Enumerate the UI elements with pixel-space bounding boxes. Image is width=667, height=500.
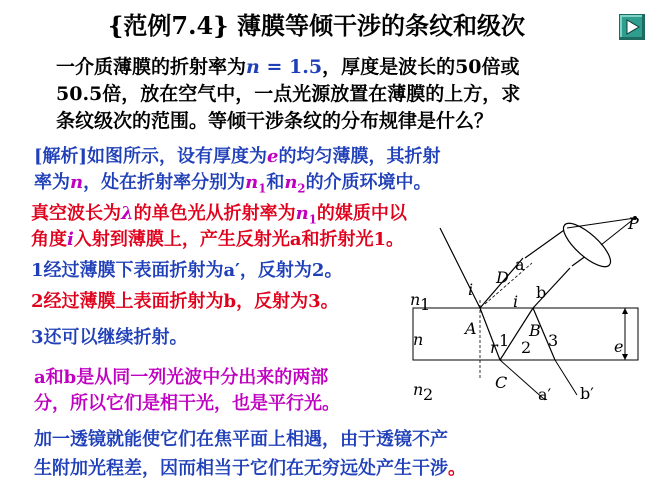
- text-run: 入射到薄膜上，产生反射光a和折射光1。: [73, 229, 405, 250]
- text-run: 加一透镜就能使它们在焦平面上相遇，由于透镜不产: [34, 429, 448, 450]
- problem-line: [56, 58, 520, 77]
- label-c-point: C: [495, 373, 508, 392]
- label-b-point: B: [529, 321, 541, 340]
- analysis-line: [34, 369, 328, 387]
- text-run: 和: [266, 172, 285, 193]
- text-run: 生附加光程差，因而相当于它们在无穷远处产生干涉: [34, 458, 448, 479]
- play-next-icon: [620, 15, 644, 39]
- label-i-top: i: [468, 280, 474, 299]
- text-run: 的单色光从折射率为: [133, 203, 296, 224]
- text-run: 1: [258, 181, 267, 196]
- analysis-line: [34, 395, 340, 413]
- analysis-line: [34, 460, 466, 478]
- text-run: 2经过薄膜上表面折射为b，反射为3。: [31, 291, 339, 312]
- text-run: n: [284, 172, 298, 193]
- label-n2: n: [413, 380, 424, 399]
- label-p: P: [628, 214, 639, 233]
- analysis-line: [34, 174, 432, 195]
- label-b-prime: b′: [580, 384, 594, 403]
- text-run: 的介质环境中。: [305, 172, 432, 193]
- text-run: λ: [121, 203, 134, 224]
- next-slide-button[interactable]: [619, 14, 645, 40]
- label-ray-3: 3: [548, 331, 559, 350]
- text-run: 角度: [31, 229, 67, 250]
- analysis-line: [31, 205, 407, 226]
- label-n2-subscript: 2: [423, 385, 434, 404]
- text-run: i: [67, 229, 74, 250]
- text-run: a和b是从同一列光波中分出来的两部: [34, 367, 329, 388]
- label-n: n: [413, 330, 424, 349]
- problem-line: [56, 85, 520, 104]
- text-run: n: [70, 172, 84, 193]
- analysis-line: [31, 262, 342, 280]
- problem-line: [56, 112, 493, 131]
- text-run: 的均匀薄膜，其折射: [278, 146, 441, 167]
- text-run: 50.5倍，放在空气中，一点光源放置在薄膜的上方，求: [56, 83, 521, 105]
- text-run: 2: [297, 181, 306, 196]
- text-run: 一介质薄膜的折射率为: [56, 56, 247, 78]
- ray-a-to-lens: [525, 228, 567, 258]
- label-r: r: [490, 338, 498, 357]
- text-run: ，厚度是波长的50倍或: [322, 56, 520, 78]
- label-a: a: [515, 255, 525, 274]
- label-b: b: [536, 283, 547, 302]
- text-run: 。: [448, 458, 466, 479]
- analysis-line: [31, 293, 339, 311]
- thin-film-diagram: [405, 200, 667, 410]
- analysis-line: [34, 431, 448, 449]
- text-run: ，处在折射率分别为: [83, 172, 246, 193]
- slide-title: {范例7.4} 薄膜等倾干涉的条纹和级次: [108, 11, 525, 40]
- text-run: 3还可以继续折射。: [31, 327, 188, 348]
- text-run: 1: [308, 212, 317, 227]
- text-run: e: [267, 146, 279, 167]
- analysis-line: [31, 231, 404, 249]
- text-run: 分，所以它们是相干光，也是平行光。: [34, 393, 340, 414]
- text-run: 1经过薄膜下表面折射为a′，反射为2。: [31, 260, 343, 281]
- analysis-line: [31, 329, 188, 347]
- text-run: [解析]如图所示，设有厚度为: [34, 146, 268, 167]
- analysis-line: [34, 148, 441, 166]
- label-e: e: [614, 337, 624, 356]
- text-run: 条纹级次的范围。等倾干涉条纹的分布规律是什么？: [56, 110, 494, 132]
- label-a-point: A: [465, 319, 477, 338]
- label-i-middle: i: [513, 292, 519, 311]
- text-run: = 1.5: [259, 56, 323, 78]
- text-run: 率为: [34, 172, 70, 193]
- label-ray-1: 1: [499, 331, 510, 350]
- label-a-prime: a′: [538, 385, 552, 404]
- label-n1-subscript: 1: [420, 295, 431, 314]
- text-run: 的媒质中以: [316, 203, 407, 224]
- text-run: n: [295, 203, 309, 224]
- text-run: n: [246, 56, 260, 78]
- label-n1: n: [410, 290, 421, 309]
- transmitted-ray-b-prime: [555, 360, 577, 395]
- label-ray-2: 2: [521, 338, 532, 357]
- label-d: D: [496, 268, 509, 287]
- text-run: 真空波长为: [31, 203, 121, 224]
- text-run: n: [245, 172, 259, 193]
- incident-ray: [440, 228, 480, 308]
